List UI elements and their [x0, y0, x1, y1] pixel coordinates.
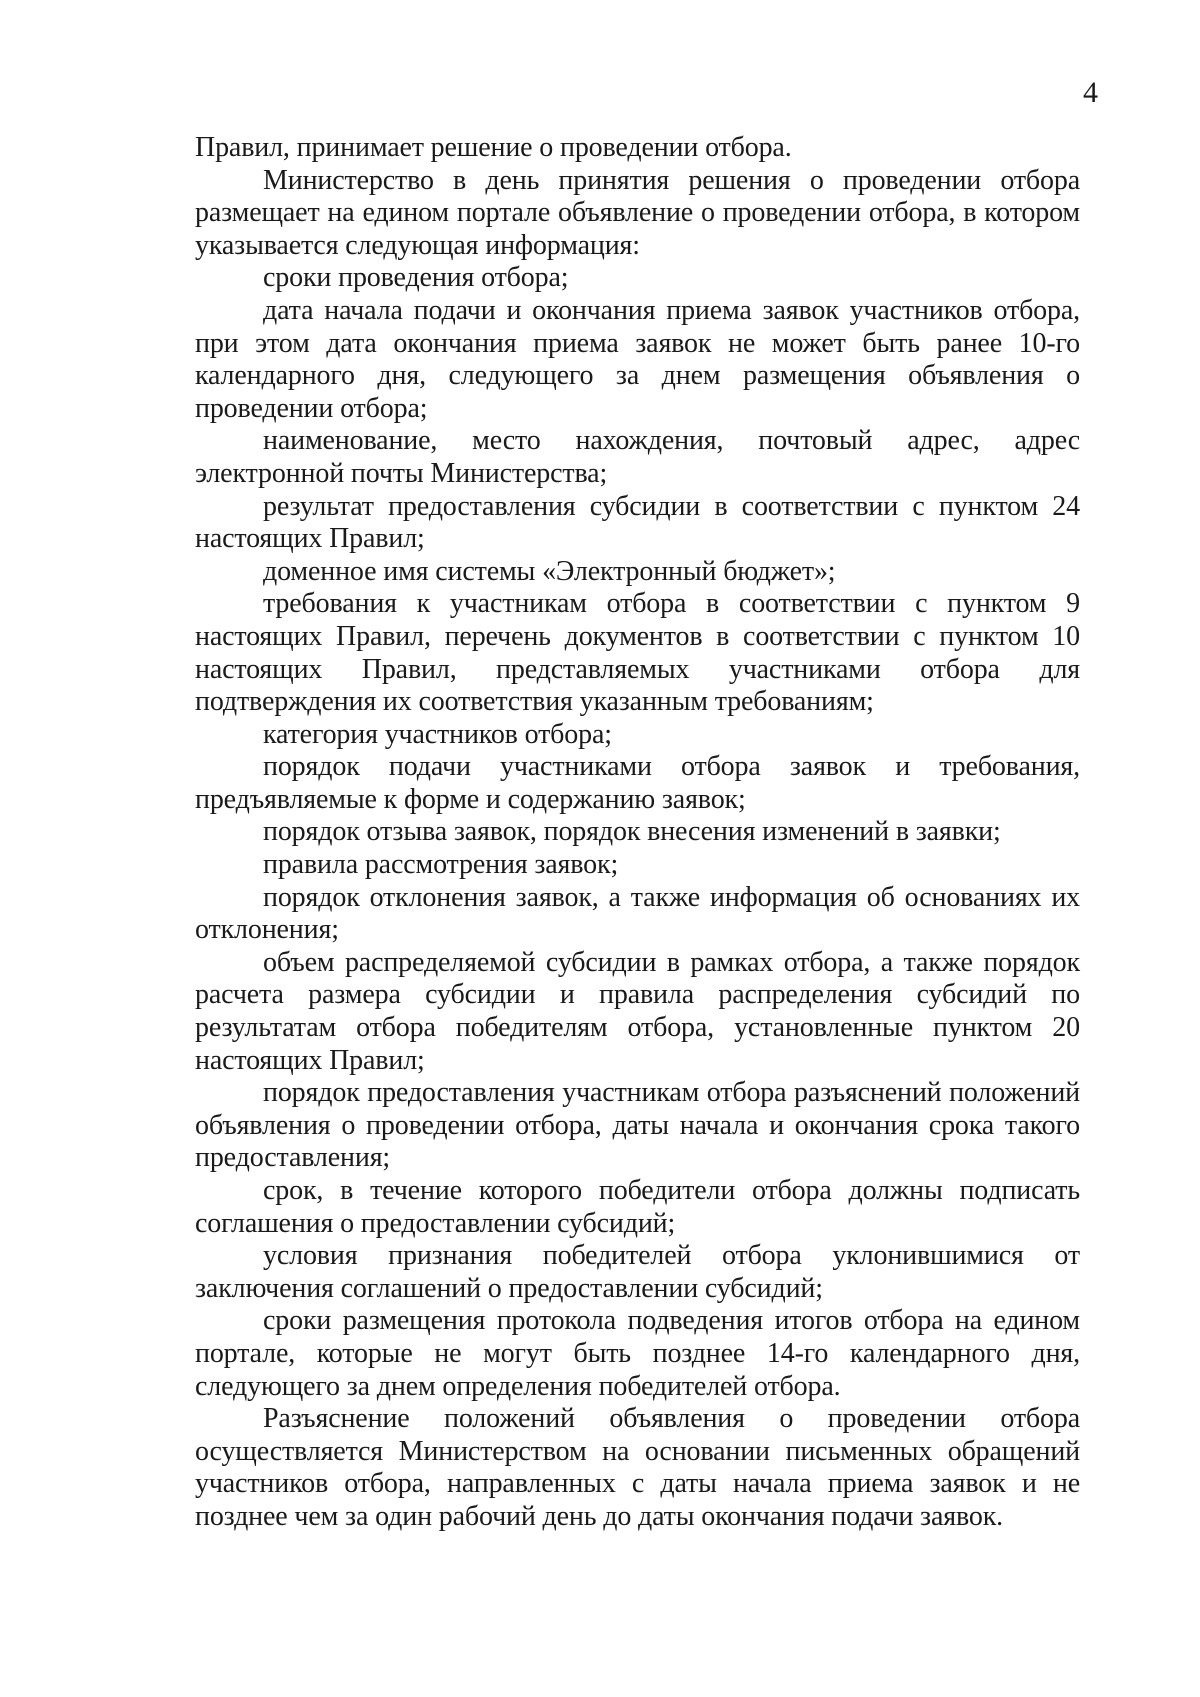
- paragraph: порядок отзыва заявок, порядок внесения изменений в заявки;: [263, 816, 1001, 848]
- paragraph: результат предоставления субсидии в соответствии с пунктом 24 настоящих Правил;: [195, 490, 1080, 555]
- paragraph: порядок подачи участниками отбора заявок и требования, предъявляемые к форме и содержанию заявок;: [195, 751, 1080, 815]
- paragraph: объем распределяемой субсидии в рамках отбора, а также порядок расчета размера субсидии и правила распределения субсидий по результатам отбора победителям отбора, установленные пунктом 20 настоящих Правил;: [195, 946, 1080, 1076]
- paragraph: порядок предоставления участникам отбора разъяснений положений объявления о проведении отбора, даты начала и окончания срока такого предоставления;: [195, 1077, 1080, 1174]
- document-body: [195, 132, 1080, 1534]
- paragraph: сроки размещения протокола подведения итогов отбора на едином портале, которые не могут быть позднее 14-го календарного дня, следующего за днем определения победителей отбора.: [195, 1305, 1080, 1402]
- paragraph: дата начала подачи и окончания приема заявок участников отбора, при этом дата окончания приема заявок не может быть ранее 10-го календарного дня, следующего за днем размещения объявления о проведении отбора;: [195, 294, 1080, 424]
- paragraph: Разъяснение положений объявления о проведении отбора осуществляется Министерством на основании письменных обращений участников отбора, направленных с даты начала приема заявок и не позднее чем за один рабочий день до даты окончания подачи заявок.: [195, 1403, 1080, 1532]
- paragraph: Правил, принимает решение о проведении отбора.: [195, 132, 792, 163]
- paragraph: категория участников отбора;: [263, 718, 612, 750]
- paragraph: сроки проведения отбора;: [263, 262, 569, 294]
- paragraph: правила рассмотрения заявок;: [263, 849, 619, 881]
- paragraph: требования к участникам отбора в соответствии с пунктом 9 настоящих Правил, перечень документов в соответствии с пунктом 10 настоящих Правил, представляемых участниками отбора для подтверждения их соответствия указанным требованиям;: [195, 588, 1080, 718]
- paragraph: порядок отклонения заявок, а также информация об основаниях их отклонения;: [195, 881, 1080, 946]
- page-number: 4: [1083, 76, 1098, 109]
- paragraph: условия признания победителей отбора уклонившимися от заключения соглашений о предоставлении субсидий;: [195, 1240, 1080, 1304]
- paragraph: срок, в течение которого победители отбора должны подписать соглашения о предоставлении субсидий;: [195, 1175, 1080, 1239]
- paragraph: Министерство в день принятия решения о проведении отбора размещает на едином портале объявление о проведении отбора, в котором указывается следующая информация:: [195, 164, 1080, 261]
- paragraph: доменное имя системы «Электронный бюджет»;: [263, 555, 836, 587]
- paragraph: наименование, место нахождения, почтовый адрес, адрес электронной почты Министерства;: [195, 425, 1080, 489]
